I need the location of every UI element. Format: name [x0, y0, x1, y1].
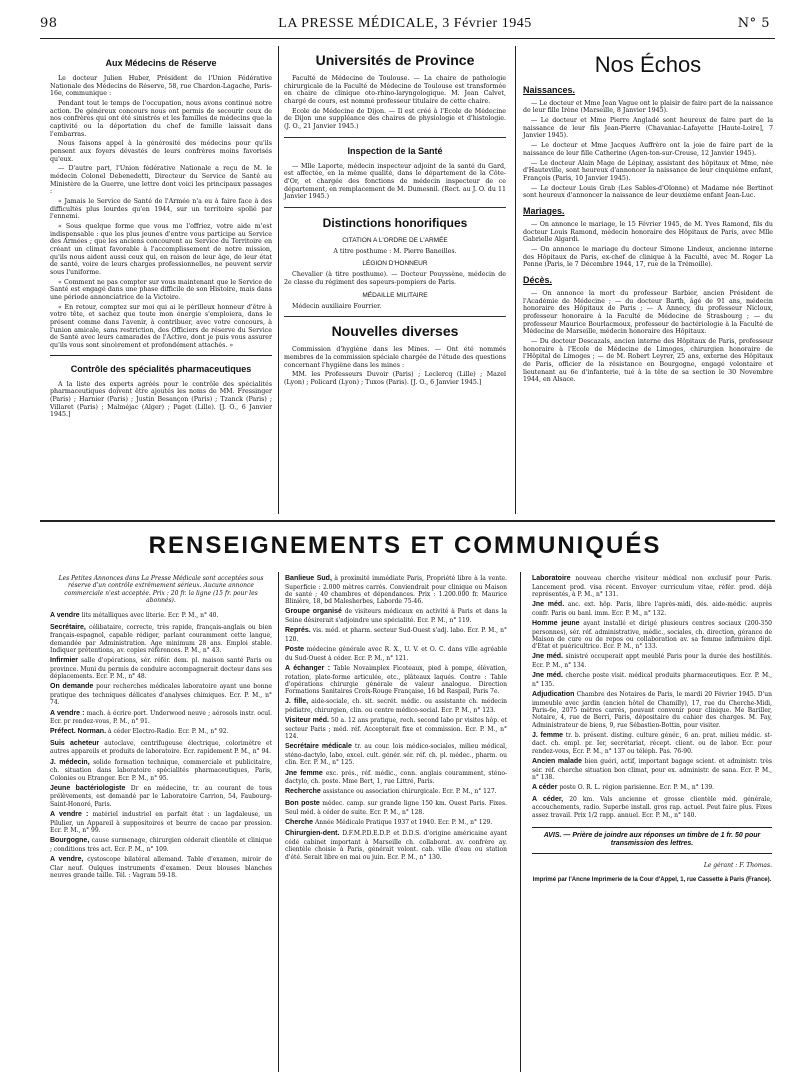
- paragraph: MM. les Professeurs Duvoir (Paris) ; Leclercq (Lille) ; Mazel (Lyon) ; Policard (Lyon) ; Tuxos (Paris). [J. O., 6 Janvier 1945.]: [284, 371, 506, 386]
- paragraph: — Le docteur Alain Mage de Lépinay, assistant des hôpitaux et Mme, née d'Hauteville, sont heureux d'annoncer la naissance de leur cinquième enfant, François (Paris, 10 Janvier 1945).: [523, 159, 773, 182]
- classified-ad: [532, 653, 772, 669]
- journal-title: LA PRESSE MÉDICALE, 3 Février 1945: [278, 16, 532, 31]
- paragraph: — Le docteur et Mme Jacques Auffrère ont la joie de faire part de la naissance de leur fille Catherine (Agen-ton-sur-Creuse, 12 Janvier 1945).: [523, 142, 773, 157]
- ad-text: 20 km. Vals ancienne et grosse clientèle méd. générale, accouchements, radio. Superbe install. gros rap. actuel. Peut faire plus. Fixes assez travail. Prix 1/2 rapp. annuel. Ecr. P. M., n° 140.: [532, 795, 772, 819]
- ad-keyword: Cherche: [285, 818, 314, 826]
- paragraph: — Mlle Laporte, médecin inspecteur adjoint de la santé du Gard, est affectée, en la même qualité, dans le département de la Côte-d'Or, et chargée des fonctions de médecin inspecteur de ce département, en remplacement de M. Dumesnil. (Rect. au J. O. du 11 Janvier 1945.): [284, 162, 506, 201]
- ad-text: salle d'opérations, sér. référ. dem. pl. maison santé Paris ou province. Muni du permis de conduire accompagnerait docteur dans ses déplacements. Ecr. P. M., n° 48.: [50, 657, 272, 681]
- ad-text: nouveau cherche visiteur médical non exclusif pour Paris. Lancement prod. visa récent. Envoyer curriculum vitae, référ. prod. déjà représentés, à P. M., n° 131.: [532, 575, 772, 598]
- ad-keyword: Jne femme: [285, 769, 323, 777]
- section-title: Distinctions honorifiques: [322, 216, 468, 231]
- section-title: Inspection de la Santé: [347, 145, 443, 156]
- column-3: [523, 50, 773, 386]
- section-title: Universités de Province: [315, 52, 475, 68]
- classified-ad: [50, 624, 272, 654]
- ad-text: médec. camp. sur grande ligne 150 km. Ouest Paris. Fixes. Seul méd. à céder de suite. Ecr. P. M., n° 128.: [285, 800, 507, 816]
- paragraph: A titre posthume : M. Pierre Baneilles.: [333, 247, 457, 255]
- classified-ad: [532, 796, 772, 819]
- column-divider: [515, 46, 516, 514]
- avis-notice: AVIS. — Prière de joindre aux réponses un timbre de 1 fr. 50 pour transmission des lettres.: [532, 827, 772, 854]
- ad-keyword: J. fille,: [285, 698, 309, 706]
- gerant-line: Le gérant : F. Thomas.: [703, 862, 772, 869]
- paragraph: Pendant tout le temps de l'occupation, nous avons continué notre action. De généreux concours nous ont permis de secourir ceux de nos confrères qui ont été sinistrés et les familles de médecins que la captivité ou la déportation du chef de famille laissait dans l'embarras.: [50, 99, 272, 138]
- ad-text: ayant installé et dirigé plusieurs centres sociaux (200-350 personnes), sér. réf. administrative, médic., sociales, ch. direction, gérance de Maison de cure ou de repos ou collaboration av. sa femme infirmière dipl. d'Etat et puéricultrice. Ecr. P. M., n° 133.: [532, 620, 772, 651]
- classified-ad: [285, 608, 507, 624]
- ad-keyword: A vendre :: [50, 811, 89, 819]
- subheading: LÉGION D'HONNEUR: [362, 260, 428, 268]
- ad-keyword: Jne méd.: [532, 653, 563, 661]
- column-divider: [278, 46, 279, 514]
- ad-text: de visiteurs médicaux en activité à Paris et dans la Seine désirerait s'adjoindre une spécialité. Ecr. P. M., n° 119.: [285, 608, 507, 624]
- ad-keyword: Homme jeune: [532, 620, 580, 627]
- ad-keyword: J. médecin,: [50, 758, 90, 766]
- ad-text: à proximité immédiate Paris, Propriété libre à la vente. Superficie : 2.000 mètres carrés. Conviendrait pour clinique ou Maison de santé ; 40 chambres et dépendances. Prix : 1.200.000 fr. Maurice Blinière, 18, bd Malesherbes, Laborde 75-46.: [285, 575, 507, 606]
- ad-text: médecine générale avec R. X., U. V. et O. C. dans ville agréable du Sud-Ouest à céder. Ecr. P. M., n° 121.: [285, 646, 507, 662]
- ad-text: Dr en médecine, tr. au courant de tous prélèvements, est demandé par le Laboratoire Carrion, 54, Faubourg-Saint-Honoré, Paris.: [50, 784, 273, 808]
- section-title: Aux Médecins de Réserve: [105, 58, 217, 68]
- classified-ad: [50, 856, 272, 879]
- section-title: Nouvelles diverses: [331, 323, 459, 340]
- ad-text: anc. ext. hôp. Paris, libre l'après-midi, dés. aide-médic. auprès confr. Paris ou banl. imm. Ecr. P. M., n° 132.: [532, 601, 772, 617]
- ad-keyword: Banlieue Sud,: [285, 575, 332, 582]
- classified-ad: [532, 691, 772, 729]
- classified-ad: [285, 698, 507, 714]
- paragraph: Chevalier (à titre posthume). — Docteur Pouyssène, médecin de 2e classe du régiment des sapeurs-pompiers de Paris.: [284, 271, 506, 286]
- ad-keyword: Bon poste: [285, 800, 320, 807]
- category-label: Décès.: [523, 274, 553, 285]
- ad-keyword: Poste: [285, 646, 305, 654]
- ad-text: exc. prés., réf. médic., conn. anglais couramment, sténo-dactylo, ch. poste. Mme Bert, 1, rue Littré, Paris.: [285, 769, 507, 786]
- paragraph: — Du docteur Descazals, ancien interne des Hôpitaux de Paris, professeur honoraire à l'Ecole de Médecine de Limoges, chirurgien honoraire de l'Hôpital de Limoges ; — de M. Robert Leyrer, 25 ans, externe des Hôpitaux de Paris, officier de la résistance en Bourgogne, engagé volontaire et lieutenant au 6e d'infanterie, tué à la tête de sa section le 30 Novembre 1944, en Alsace.: [523, 337, 773, 384]
- classified-ad: [285, 717, 507, 740]
- ad-text: matériel industriel en parfait état : un lagdaleuse, un Pilulier, un Appareil à suppositoires et beurre de cacao par pression. Ecr. P. M., n° 99.: [50, 811, 272, 834]
- classified-ad: [50, 785, 272, 808]
- ad-text: sinistré occuperait appt meublé Paris pour la durée des hostilités. Ecr. P. M., n° 134.: [532, 653, 772, 669]
- column-divider: [278, 572, 279, 1072]
- issue-number: N° 5: [737, 16, 770, 31]
- classified-ad: [532, 672, 772, 688]
- classified-ad: [50, 657, 272, 680]
- classified-ad: [285, 788, 507, 797]
- classified-ad: [532, 758, 772, 781]
- classified-ad: [285, 770, 507, 786]
- ad-text: mach. à écrire port. Underwood neuve ; aérosols instr. ocul. Ecr. pr rendez-vous, P. M., n° 91.: [50, 709, 272, 726]
- ad-text: Année Médicale Pratique 1937 et 1940. Ecr. P. M., n° 129.: [314, 818, 493, 826]
- paragraph: — On annonce le mariage du docteur Simone Lindeux, ancienne interne des Hôpitaux de Paris, ex-chef de clinique à la Faculté, avec M. Roger La Penne (Paris, le 7 Décembre 1944, 17, rue de la Trémoille).: [523, 245, 773, 269]
- ad-keyword: Ancien malade: [532, 758, 583, 766]
- section-title: Nos Échos: [594, 52, 702, 77]
- ad-keyword: Jne méd.: [532, 672, 563, 680]
- paragraph: — Le docteur Louis Grab (Les Sables-d'Olonne) et Madame née Bertinot sont heureux d'annoncer la naissance de leur deuxième enfant Jean-Luc.: [523, 184, 773, 200]
- ad-keyword: Adjudication: [532, 691, 575, 699]
- paragraph: « Sous quelque forme que vous me l'offriez, votre aide m'est indispensable : que les plus jeunes d'entre vous participe au Service des Armées ; que les anciens concourent au Service du Territoire en créant un climat favorable à l'accomplissement de notre mission, qu'ils nous aident aussi ceux qui, en raison de leur âge, de leur état de santé, voire de leurs charges professionnelles, ne peuvent servir sous l'uniforme.: [50, 223, 272, 277]
- paragraph: — On annonce la mort du professeur Barbier, ancien Président de l'Académie de Médecine ; — du docteur Barth, âgé de 91 ans, médecin honoraire des Hôpitaux de Paris ; — A Annecy, du professeur Nicloux, professeur honoraire à la Faculté de Médecine de Strasbourg ; — du professeur Maurice Bourlacmoux, professeur de bactériologie à la Faculté de Médecine de Marseille, médecin honoraire des Hôpitaux.: [523, 289, 773, 336]
- classified-ad: [50, 811, 272, 834]
- ad-keyword: Bourgogne,: [50, 837, 90, 845]
- classified-ad: [532, 601, 772, 617]
- paragraph: Nous faisons appel à la générosité des médecins pour qu'ils pensent aux foyers dévastés de leurs confrères moins favorisés qu'eux.: [50, 140, 272, 163]
- ad-keyword: A céder: [532, 784, 558, 792]
- classified-ad: [50, 837, 272, 853]
- category-label: Naissances.: [523, 84, 576, 95]
- ad-text: célibataire, correcte, très rapide, français-anglais ou bien français-espagnol, capable rédiger, parlant couramment cette langue, demandée par Administration. Age minimum 28 ans. Emploi stable. Indiquer prétentions, av. copies références. P. M., n° 43.: [50, 623, 272, 654]
- ad-text: bien guéri, actif, important bagage scient. et administr. très sér. réf. cherche situation bon climat, pour ex. administr. de sana. Ecr. P. M., n° 138.: [532, 758, 772, 781]
- classified-ad: [285, 800, 507, 816]
- classified-ad: [50, 710, 272, 726]
- annonces-column-3: [532, 575, 772, 885]
- ad-keyword: Recherche: [285, 788, 321, 796]
- column-2: [284, 50, 506, 389]
- divider: [284, 316, 506, 317]
- paragraph: Ecole de Médecine de Dijon. — Il est créé à l'Ecole de Médecine de Dijon une suppléance des chaires de physiologie et d'histologie. (J. O., 21 Janvier 1945.): [284, 107, 506, 131]
- annonces-column-1: [50, 575, 272, 882]
- classified-ad: [532, 620, 772, 650]
- printer-line: Imprimé par l'Anc​ne Imprimerie de la Cour d'Appel, 1, rue Cassette à Paris (France).: [532, 877, 772, 884]
- classified-ad: [285, 830, 507, 860]
- ad-keyword: A vendre :: [50, 709, 85, 717]
- ad-keyword: Secrétaire,: [50, 623, 86, 631]
- page-number: 98: [40, 16, 58, 31]
- ad-keyword: Infirmier: [50, 657, 79, 665]
- classified-ad: [50, 759, 272, 782]
- annonces-intro: Les Petites Annonces dans La Presse Médicale sont acceptées sous réserve d'un contrôle extrêmement sérieux. Aucune annonce commerciale n'est acceptée. Prix : 20 fr. la ligne (15 fr. pour les abonnés).: [58, 575, 264, 604]
- paragraph: — Le docteur et Mme Pierre Angladé sont heureux de faire part de la naissance de leur fils Jean-Pierre (Chavaniac-Lafayette [Haute-Loire], 7 Janvier 1945).: [523, 117, 773, 140]
- header-rule: [40, 38, 775, 39]
- ad-text: 50 a. 12 ans pratique, rech. second labo pr visites hôp. et secteur Paris ; méd. réf. Accepterait fixe et commission. Ecr. P. M., n° 124.: [285, 717, 507, 741]
- classified-ad: [50, 683, 272, 706]
- divider: [284, 207, 506, 208]
- category-label: Mariages.: [523, 205, 565, 216]
- classified-ad: [285, 575, 507, 605]
- ad-keyword: On demande: [50, 683, 94, 691]
- ad-text: D.F.M.P.D.E.D.P. et D.D.S. d'origine américaine ayant cédé cabinet important à Marseille ch. collaborat. av. confrère ay. clientèle choisie à Paris, générait volont. cab. ville d'eau ou station d'été. Serait libre en mai ou juin. Ecr. P. M., n° 130.: [285, 830, 507, 861]
- ad-text: Chambre des Notaires de Paris, le mardi 20 Février 1945. D'un immeuble avec jardin (ancien hôtel de Chamilly), 17, rue du Cherche-Midi, Paris-6e, 2075 mètres carrés, pouvant convenir pour clinique. Me Bariller, Notaire, 4, rue de Berri, Paris, dépositaire du cahier des charges. M. Fay, Administrateur de biens, 9, rue Sébastien-Bottin, pour visiter.: [532, 691, 772, 729]
- ad-text: autoclave, centrifugeuse électrique, colorimètre et autres appareils et produits de laboratoire. Ecr. rapidement P. M., n° 94.: [50, 739, 272, 756]
- paragraph: — Le docteur et Mme Jean Vague ont le plaisir de faire part de la naissance de leur fille Irène (Marseille, 8 Janvier 1945).: [523, 99, 773, 115]
- ad-text: cystoscope bilatéral allemand. Table d'examen, miroir de Clar neuf. Ouïques instruments d'examen. Deux blouses blanches neuves grande taille. Tél. : Vagram 59-18.: [50, 856, 272, 879]
- divider: [284, 137, 506, 138]
- classified-ad: [285, 665, 507, 695]
- classified-ad: [285, 627, 507, 643]
- paragraph: Médecin auxiliaire Fourrier.: [292, 302, 382, 310]
- paragraph: Le docteur Julien Huber, Président de l'Union Fédérative Nationale des Médecins de Réserve, 58, rue Chardon-Lagache, Paris-16e, communique :: [50, 74, 272, 98]
- subheading: CITATION A L'ORDRE DE L'ARMÉE: [342, 236, 448, 244]
- ad-keyword: A échanger :: [285, 665, 331, 672]
- column-1: [50, 50, 272, 421]
- classified-ad: [50, 612, 272, 621]
- ad-text: aide-sociale, ch. sit. secrét. médic. ou assistante ch. médecin pédiatre, chirurgien, clin. ou centre médico-social. Ecr. P. M., n° 123.: [285, 698, 507, 714]
- ad-text: cherche poste visit. médical produits pharmaceutiques. Ecr. P. M., n° 135.: [532, 672, 772, 688]
- ad-keyword: A céder,: [532, 795, 564, 803]
- annonces-column-2: [285, 575, 507, 864]
- paragraph: « En retour, comptez sur moi qui ai le périlleux honneur d'être à votre tête, et sachez que toute mon énergie s'emploiera, dans le présent comme dans l'avenir, à contribuer, avec votre concours, à l'union amicale, sans restriction, des Officiers de réserve du Service de Santé avec leurs camarades de l'Active, dont je puis vous assurer qu'ils vous sont sincèrement et profondément attachés. »: [50, 303, 272, 350]
- ad-keyword: Visiteur méd.: [285, 717, 329, 725]
- classified-ad: [532, 575, 772, 598]
- ad-text: lits métalliques avec literie. Ecr. P. M., n° 40.: [81, 612, 219, 620]
- ad-text: tr. au cour. lois médico-sociales, milieu médical, sténo-dactylo, labo, excel. cult. génér. sér. réf. ch. pl. médec., pharm. ou clin. Ecr. P. M., n° 125.: [285, 743, 507, 767]
- ad-text: assistance ou association chirurgicale. Ecr. P. M., n° 127.: [322, 788, 497, 796]
- ad-keyword: Suis acheteur: [50, 739, 100, 747]
- paragraph: — D'autre part, l'Union fédérative Nationale a reçu de M. le médecin Colonel Debenedetti, Directeur du Service de Santé au Ministère de la Guerre, une lettre dont voici les principaux passages :: [50, 165, 272, 196]
- classified-ad: [50, 728, 272, 737]
- classified-ad: [285, 819, 507, 828]
- paragraph: — On annonce le mariage, le 15 Février 1945, de M. Yves Ramond, fils du docteur Louis Ramond, médecin honoraire des Hôpitaux de Paris, avec Mlle Gabrielle Algardi.: [523, 220, 773, 244]
- ad-keyword: Secrétaire médicale: [285, 743, 352, 751]
- ad-text: poste O. R. L. région parisienne. Ecr. P. M., n° 139.: [559, 784, 715, 792]
- paragraph: Commission d'hygiène dans les Mines. — Ont été nommés membres de la commission spéciale chargée de l'étude des questions concernant l'hygiène dans les mines :: [284, 346, 506, 369]
- classified-ad: [285, 646, 507, 662]
- subheading: MÉDAILLE MILITAIRE: [362, 291, 428, 299]
- ad-text: solide formation technique, commerciale et publicitaire, ch. situation dans laboratoire spécialités pharmaceutiques, Paris, Colonies ou Etranger. Ecr. P. M., n° 95.: [50, 758, 272, 782]
- ad-keyword: Groupe organisé: [285, 608, 342, 616]
- paragraph: « Jamais le Service de Santé de l'Armée n'a eu à faire face à des difficultés plus lourdes qu'en 1944, sur un territoire spolié par l'ennemi.: [50, 198, 272, 221]
- ad-text: cause surmenage, chirurgien céderait clientèle et clinique ; conditions très act. Ecr. P. M., n° 109.: [50, 837, 272, 853]
- classified-ad: [50, 740, 272, 756]
- ad-text: Table Novaimplex Ficoteaux, pied à pompe, élévation, rotation, plate-forme articulée, etc., plâteaux laqués. Contre : Table d'opérations chirurgie générale de valeur analogue. Direction Formations Sanitaires Croix-Rouge Française, 16 bd Raspail, Paris 7e.: [285, 665, 507, 696]
- section-title: Contrôle des spécialités pharmaceutiques: [70, 363, 252, 374]
- classified-ad: [532, 784, 772, 793]
- section-heading: RENSEIGNEMENTS ET COMMUNIQUÉS: [148, 532, 662, 559]
- ad-keyword: Préfect. Norman.: [50, 728, 107, 736]
- ad-keyword: A vendre,: [50, 856, 84, 864]
- ad-keyword: Jne méd.: [532, 601, 565, 609]
- paragraph: A la liste des experts agréés pour le contrôle des spécialités pharmaceutiques doivent être ajoutés les noms de MM. Fressinger (Paris) ; Harnier (Paris) ; Justin Besançon (Paris) ; Tzanck (Paris) ; Villaret (Paris) ; Malméjac (Alger) ; Paget (Lille). [J. O., 6 Janvier 1945.]: [50, 380, 272, 419]
- ad-keyword: Laboratoire: [532, 575, 571, 582]
- ad-text: à céder Electro-Radio. Ecr. P. M., n° 92.: [107, 728, 229, 736]
- paragraph: « Comment ne pas compter sur vous maintenant que le Service de Santé est engagé dans une phase difficile de son Histoire, mais dans une période annonciatrice de la Victoire.: [50, 278, 272, 302]
- classified-ad: [532, 732, 772, 755]
- section-rule: [40, 520, 775, 522]
- ad-keyword: Jeune bactériologiste: [50, 784, 126, 792]
- paragraph: Faculté de Médecine de Toulouse. — La chaire de pathologie chirurgicale de la Faculté de Médecine de Toulouse est transformée en chaire de clinique oto-rhino-laryngologique. M. Jean Calvet, chargé de cours, est nommé professeur titulaire de cette chaire.: [284, 75, 506, 106]
- ad-text: tr. b. présent. disting. culture génér., 6 an. prat. milieu médic. st-dact. ch. empl. pr. Ier, secrétariat, récept. client. ou de labor. Ecr. pour rendez-vous, Ecr. P. M., n° 137 ou téléph. Pas. 76-90.: [532, 731, 772, 755]
- ad-keyword: A vendre: [50, 612, 80, 620]
- ad-keyword: J. femme: [532, 731, 564, 739]
- ad-keyword: Représ.: [285, 627, 311, 635]
- column-divider: [520, 572, 521, 1072]
- ad-text: pour recherches médicales laboratoire ayant une bonne pratique des techniques délicates d'analyses chimiques. Ecr. P. M., n° 74.: [50, 683, 272, 707]
- ad-keyword: Chirurgien-dent.: [285, 830, 340, 838]
- classified-ad: [285, 743, 507, 766]
- page-header: [40, 16, 770, 34]
- divider: [50, 355, 272, 356]
- ad-text: vis. méd. et pharm. secteur Sud-Ouest s'adj. labo. Ecr. P. M., n° 120.: [285, 627, 507, 643]
